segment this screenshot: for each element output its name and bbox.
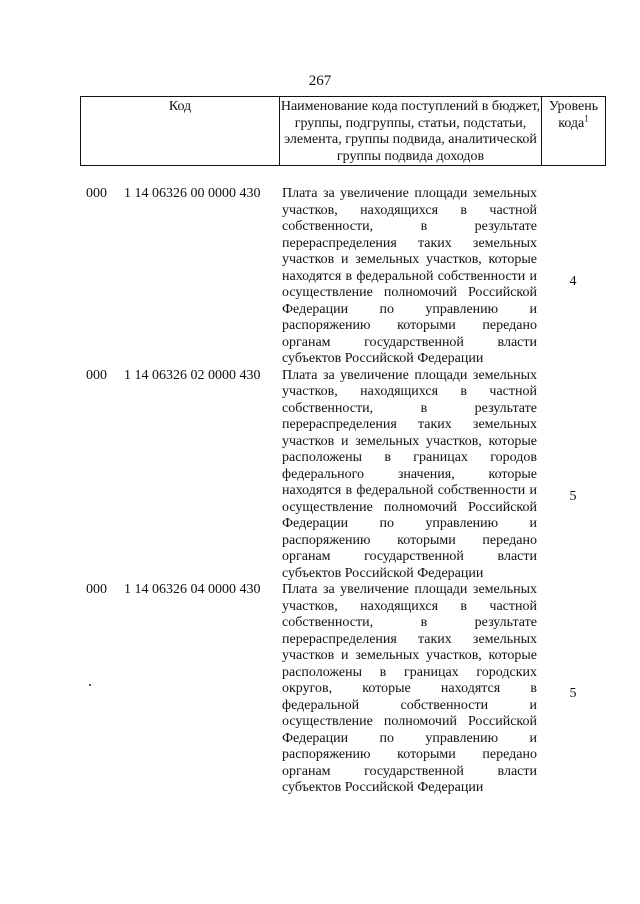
header-level-label: Уровень кода	[548, 99, 599, 131]
row-income-code: 1 14 06326 02 0000 430	[124, 367, 261, 383]
row-admin-code: 000	[86, 186, 107, 201]
row-name: Плата за увеличение площади земельных участков, находящихся в частной собственности, в результате перераспределения таких земельных участков и земельных участков, которые находятся в федеральной собственности и осуществление полномочий Российской Федерации по управлению и распоряжению которыми передано органам государственной власти субъектов Российской Федерации	[282, 186, 537, 366]
table-row	[80, 582, 606, 797]
table-row	[80, 186, 606, 368]
row-level: 5	[569, 488, 577, 504]
table-row	[80, 368, 606, 583]
row-level: 4	[569, 274, 577, 289]
row-level: 5	[569, 686, 577, 701]
row-income-code: 1 14 06326 04 0000 430	[124, 582, 261, 597]
header-code: Код	[81, 97, 280, 165]
income-code-table	[80, 186, 606, 797]
row-name: Плата за увеличение площади земельных участков, находящихся в частной собственности, в результате перераспределения таких земельных участков и земельных участков, которые расположены в границах городов федерального значения, которые находятся в федеральной собственности и осуществление полномочий Российской Федерации по управлению и распоряжению которыми передано органам государственной власти субъектов Российской Федерации	[282, 367, 537, 581]
scan-speck	[89, 684, 91, 686]
row-admin-code: 000	[86, 582, 107, 597]
header-level	[542, 97, 605, 165]
table-header	[80, 96, 606, 166]
header-name: Наименование кода поступлений в бюджет, группы, подгруппы, статьи, подстатьи, элемента, группы подвида, аналитической группы подвида доходов	[280, 99, 541, 164]
row-name: Плата за увеличение площади земельных участков, находящихся в частной собственности, в результате перераспределения таких земельных участков и земельных участков, которые расположены в границах городских округов, которые находятся в федеральной собственности и осуществление полномочий Российской Федерации по управлению и распоряжению которыми передано органам государственной власти субъектов Российской Федерации	[282, 582, 537, 795]
header-level-footnote: 1	[584, 112, 589, 123]
page-number: 267	[308, 73, 332, 89]
row-admin-code: 000	[86, 367, 107, 383]
row-income-code: 1 14 06326 00 0000 430	[124, 186, 261, 201]
